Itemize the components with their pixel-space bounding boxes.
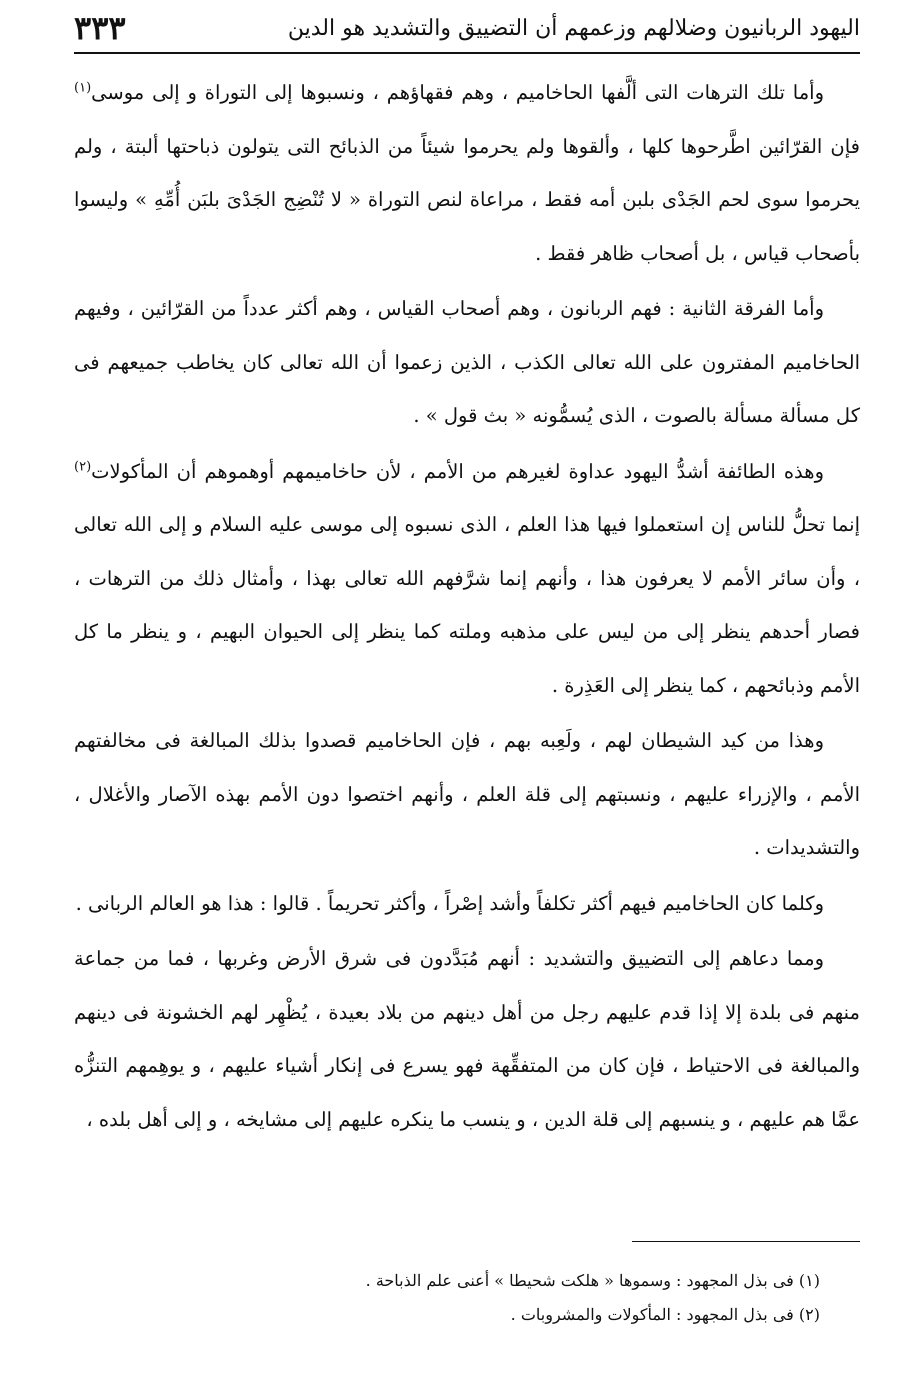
header-rule — [74, 52, 860, 54]
paragraph-1-continuation: فإن القرّائين اطَّرحوها كلها ، وألقوها ولم يحرموا شيئاً من الذبائح التى يتولون ذباحتها ألبتة ، ولم يحرموا سوى لحم الجَدْى بلبن أمه فقط ، مراعاة لنص التوراة « لا تُنْضِج الجَدْىَ بلبَن أُمِّهِ » وليسوا بأصحاب قياس ، بل أصحاب ظاهر فقط . — [74, 134, 860, 265]
footnote-2: (٢) فى بذل المجهود : المأكولات والمشروبات . — [510, 1305, 820, 1324]
paragraph-1 — [74, 66, 860, 280]
page-header — [74, 6, 860, 50]
paragraph-1-text: وأما تلك الترهات التى ألَّفها الحاخاميم ، وهم فقهاؤهم ، ونسبوها إلى التوراة و إلى موسى — [91, 81, 824, 104]
running-title: اليهود الربانيون وضلالهم وزعمهم أن التضييق والتشديد هو الدين — [287, 15, 860, 41]
paragraph-2: وأما الفرقة الثانية : فهم الربانون ، وهم أصحاب القياس ، وهم أكثر عدداً من القرّائين ، وفيهم الحاخاميم المفترون على الله تعالى الكذب ، الذين زعموا أن الله تعالى كان يخاطب جميعهم فى كل مسألة مسألة بالصوت ، الذى يُسمُّونه « بث قول » . — [74, 297, 860, 427]
footnote-ref-2[interactable]: (٢) — [74, 459, 92, 474]
paragraph-5: وكلما كان الحاخاميم فيهم أكثر تكلفاً وأشد إصْراً ، وأكثر تحريماً . قالوا : هذا هو العالم الربانى . — [75, 891, 824, 915]
footnote-ref-1[interactable]: (١) — [74, 80, 92, 96]
paragraph-4: وهذا من كيد الشيطان لهم ، ولَعِبه بهم ، فإن الحاخاميم قصدوا بذلك المبالغة فى مخالفتهم الأمم ، والإزراء عليهم ، ونسبتهم إلى قلة العلم ، وأنهم اختصوا دون الأمم بهذه الآصار والأغلال ، والتشديدات . — [74, 729, 860, 859]
footnote-1: (١) فى بذل المجهود : وسموها « هلكت شحيطا » أعنى علم الذباحة . — [365, 1271, 820, 1290]
paragraph-6: ومما دعاهم إلى التضييق والتشديد : أنهم مُبَدَّدون فى شرق الأرض وغربها ، فما من جماعة منهم فى بلدة إلا إذا قدم عليهم رجل من أهل دينهم من بلاد بعيدة ، يُظْهِر لهم الخشونة فى دينهم والمبالغة فى الاحتياط ، فإن كان من المتفقِّهة فهو يسرع فى إنكار أشياء عليهم ، و يوهِمهم التنزُّه عمَّا هم عليهم ، و ينسبهم إلى قلة الدين ، و ينسب ما ينكره عليهم إلى مشايخه ، و إلى أهل بلده ، — [74, 947, 860, 1131]
paragraph-3-continuation: إنما تحلُّ للناس إن استعملوا فيها هذا العلم ، الذى نسبوه إلى موسى عليه السلام و إلى الله تعالى ، وأن سائر الأمم لا يعرفون هذا ، وأنهم إنما شرَّفهم الله تعالى بهذا ، وأمثال ذلك من الترهات ، فصار أحدهم ينظر إلى من ليس على مذهبه وملته كما ينظر إلى الحيوان البهيم ، و ينظر ما كل الأمم وذبائحهم ، كما ينظر إلى العَذِرة . — [74, 513, 860, 697]
page-number: ٣٣٣ — [74, 9, 126, 47]
body-text — [74, 66, 860, 1148]
paragraph-3 — [74, 445, 860, 713]
footnotes — [74, 1264, 820, 1332]
footnote-rule — [632, 1241, 860, 1242]
paragraph-3-text: وهذه الطائفة أشدُّ اليهود عداوة لغيرهم من الأمم ، لأن حاخاميمهم أوهموهم أن المأكولات — [91, 459, 824, 483]
